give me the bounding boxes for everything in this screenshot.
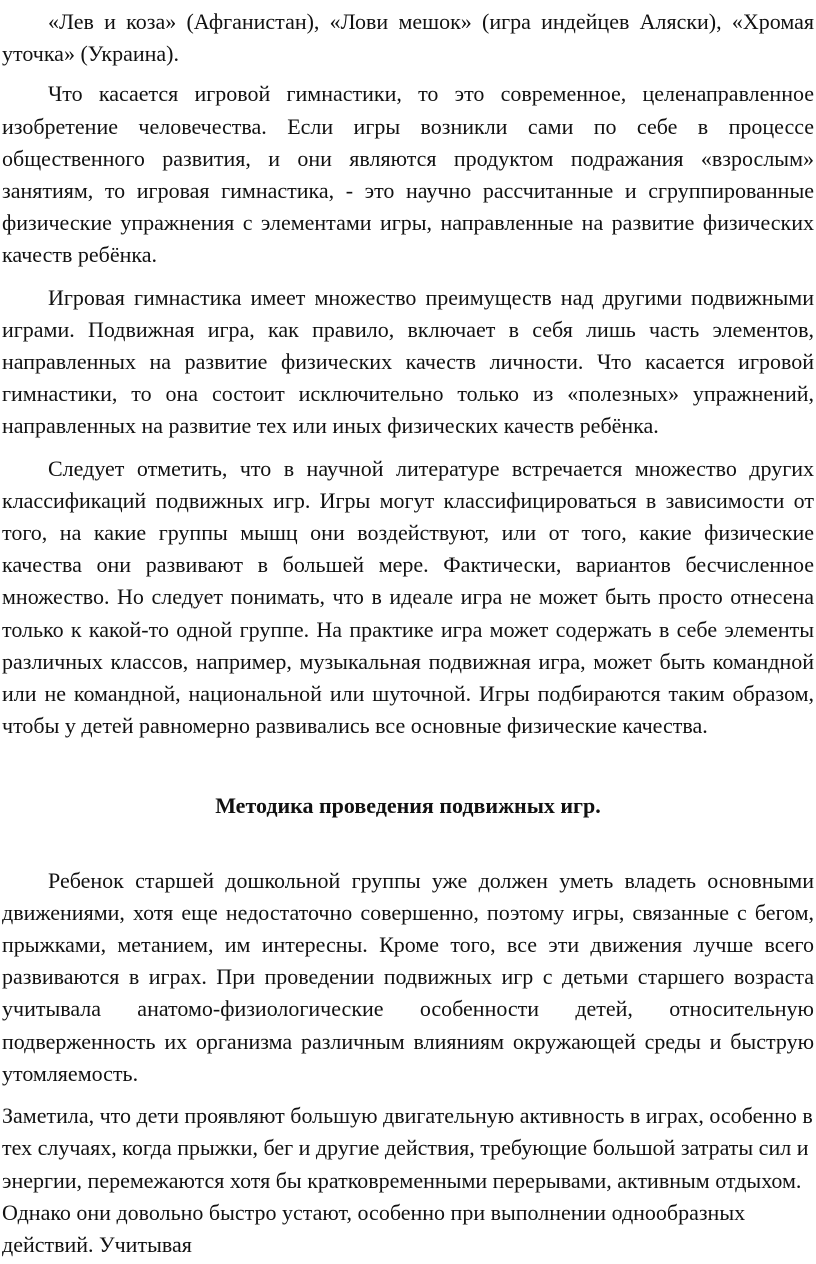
paragraph-game-gymnastics: Что касается игровой гимнастики, то это современное, целенаправленное изобретение человечества. Если игры возникли сами по себе в процессе общественного развития, и они являются продуктом подражания «взрослым» занятиям, то игровая гимнастика, - это научно рассчитанные и сгруппированные физические упражнения с элементами игры, направленные на развитие физических качеств ребёнка.: [2, 81, 814, 268]
paragraph-gymnastics-advantages: Игровая гимнастика имеет множество преимуществ над другими подвижными играми. Подвижная игра, как правило, включает в себя лишь часть элементов, направленных на развитие физических качеств личности. Что касается игровой гимнастики, то она состоит исключительно только из «полезных» упражнений, направленных на развитие тех или иных физических качеств ребёнка.: [2, 284, 814, 439]
section-heading: Методика проведения подвижных игр.: [215, 793, 601, 819]
paragraph-classifications: Следует отметить, что в научной литературе встречается множество других классификаций подвижных игр. Игры могут классифицироваться в зависимости от того, на какие группы мышц они воздействуют, или от того, какие физические качества они развивают в большей мере. Фактически, вариантов бесчисленное множество. Но следует понимать, что в идеале игра не может быть просто отнесена только к какой-то одной группе. На практике игра может содержать в себе элементы различных классов, например, музыкальная подвижная игра, может быть командной или не командной, национальной или шуточной. Игры подбираются таким образом, чтобы у детей равномерно развивались все основные физические качества.: [2, 455, 814, 739]
paragraph-motor-activity: Заметила, что дети проявляют большую двигательную активность в играх, особенно в тех случаях, когда прыжки, бег и другие действия, требующие большой затраты сил и энергии, перемежаются хотя бы кратковременными перерывами, активным отдыхом. Однако они довольно быстро устают, особенно при выполнении однообразных действий. Учитывая: [2, 1103, 813, 1257]
paragraph-games-list: «Лев и коза» (Афганистан), «Лови мешок» (игра индейцев Аляски), «Хромая уточка» (Украина).: [2, 9, 814, 67]
paragraph-older-group-child: Ребенок старшей дошкольной группы уже должен уметь владеть основными движениями, хотя еще недостаточно совершенно, поэтому игры, связанные с бегом, прыжками, метанием, им интересны. Кроме того, все эти движения лучше всего развиваются в играх. При проведении подвижных игр с детьми старшего возраста учитывала анатомо-физиологические особенности детей, относительную подверженность их организма различным влияниям окружающей среды и быструю утомляемость.: [2, 867, 814, 1086]
